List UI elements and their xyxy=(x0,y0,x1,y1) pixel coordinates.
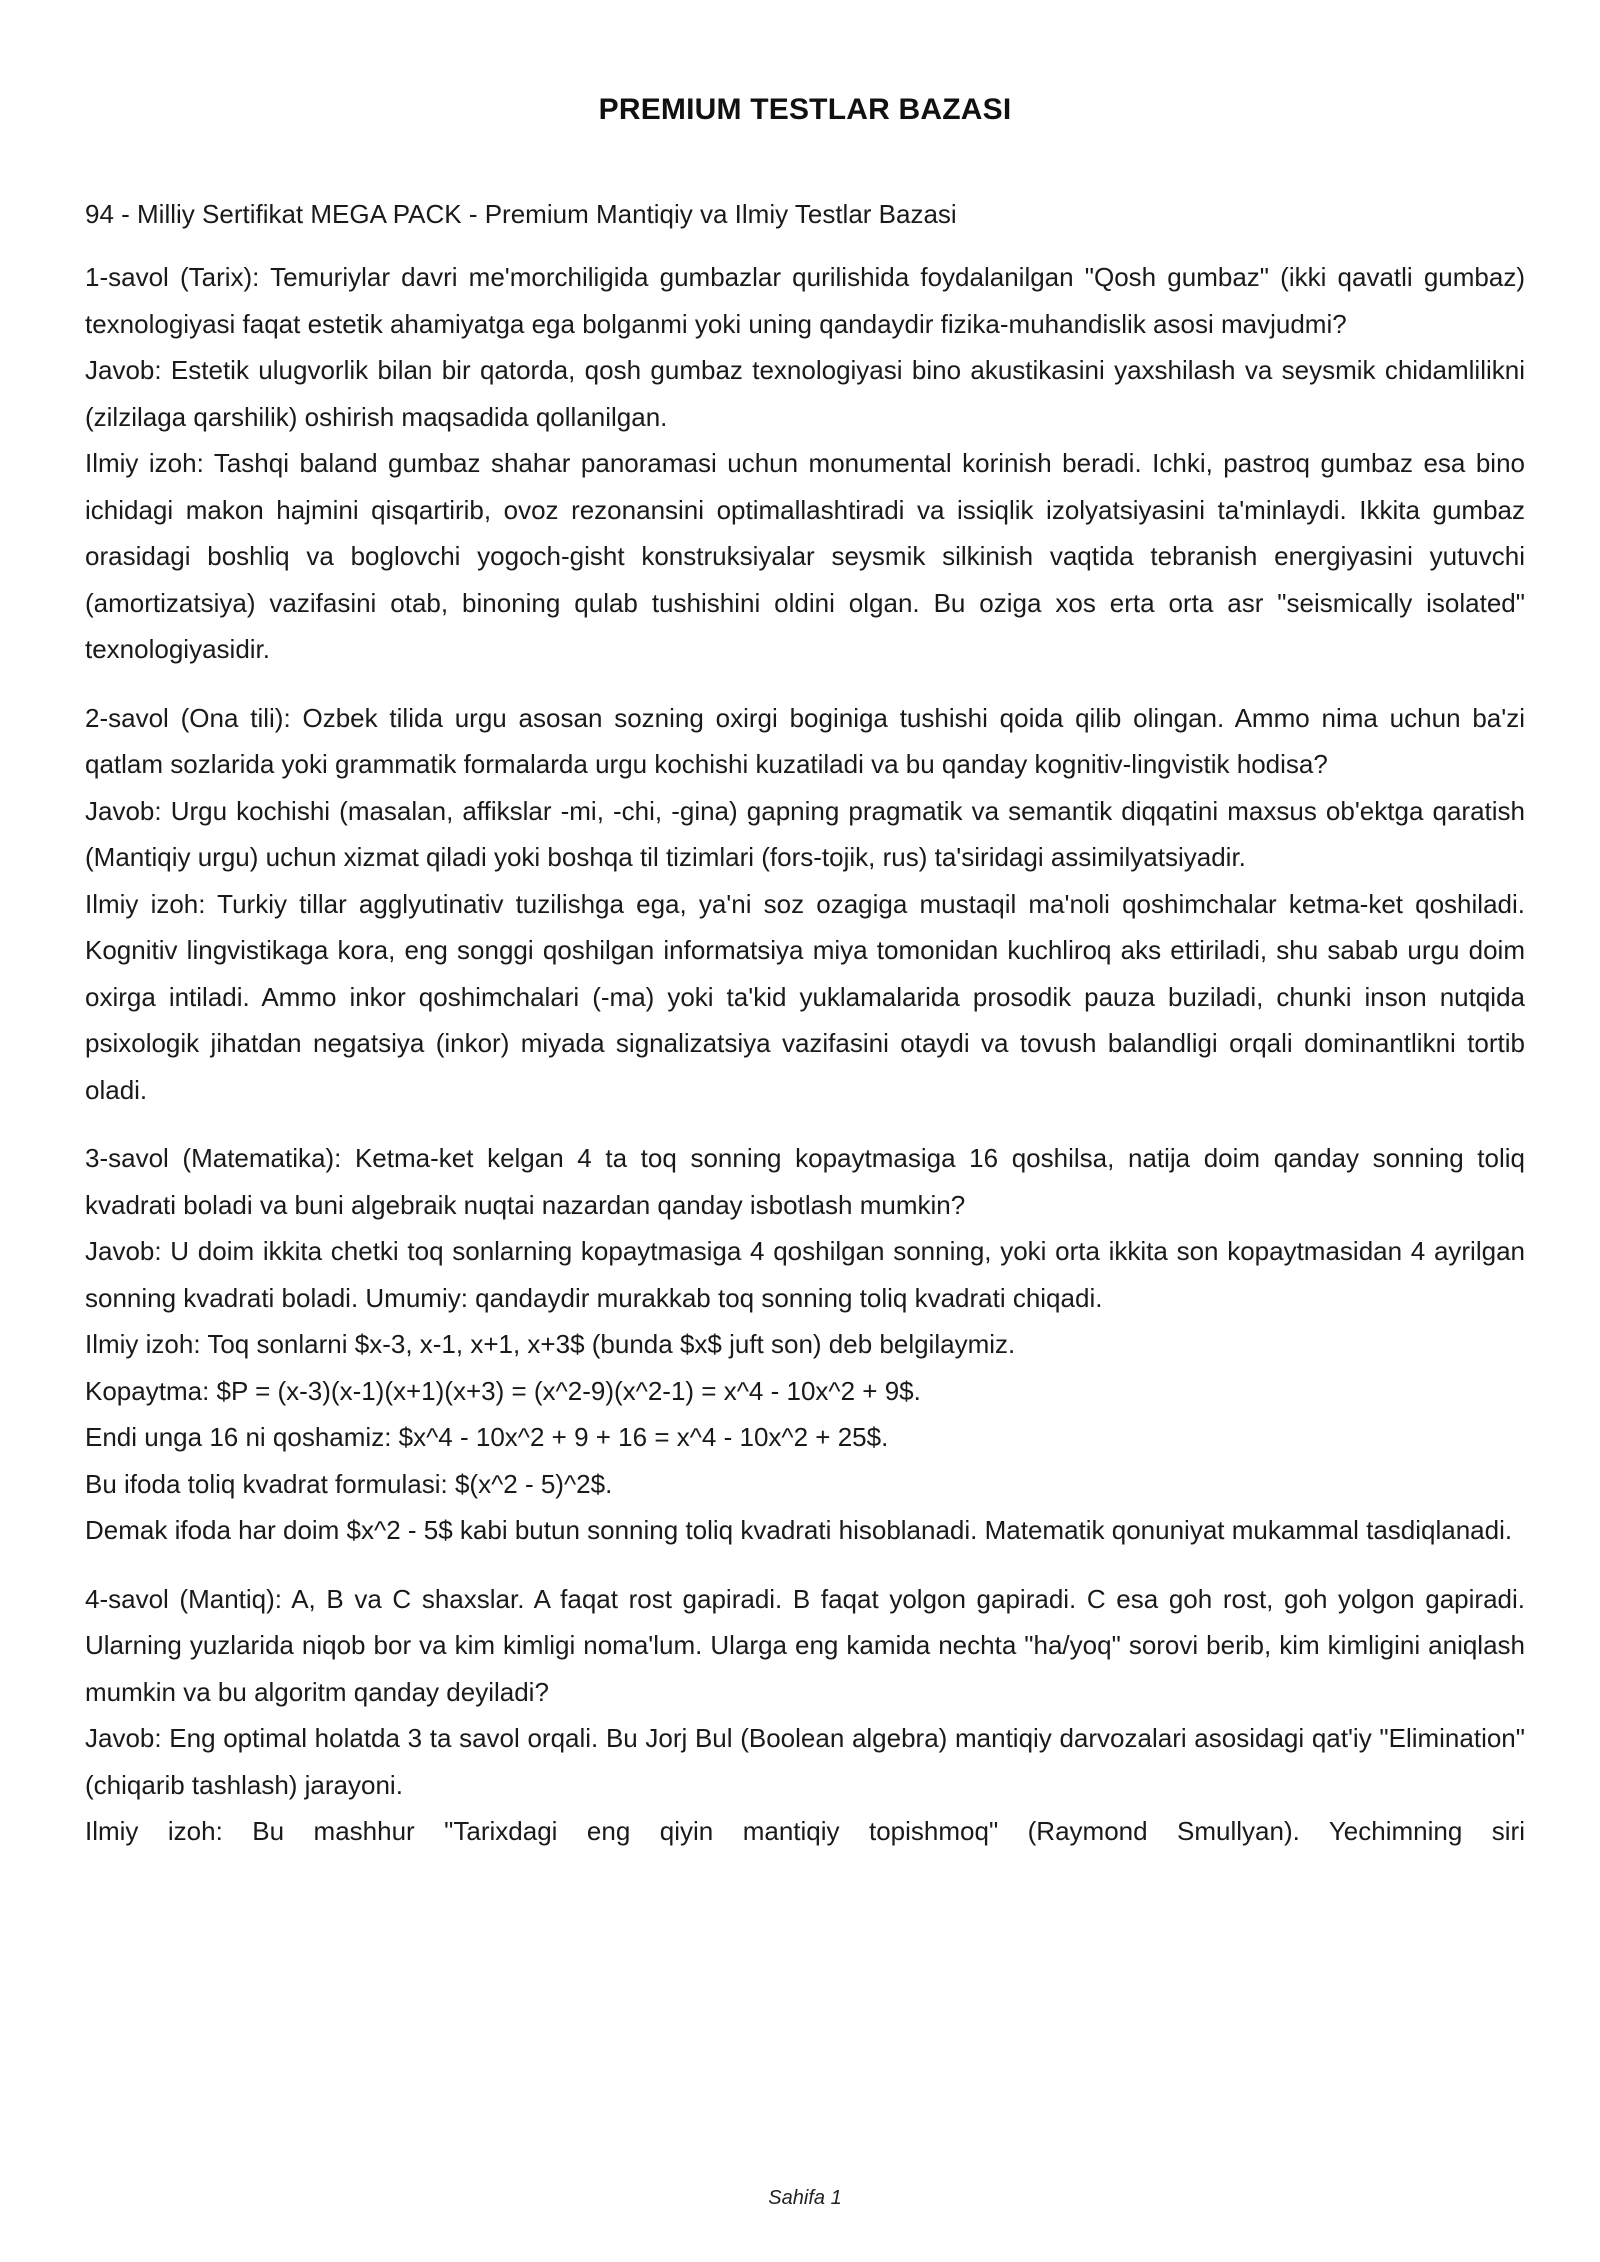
explanation-text: Ilmiy izoh: Bu mashhur "Tarixdagi eng qiyin mantiqiy topishmoq" (Raymond Smullyan). Yechimning siri xyxy=(85,1816,1525,1846)
formula-line: Bu ifoda toliq kvadrat formulasi: $(x^2 - 5)^2$. xyxy=(85,1468,613,1499)
document-subtitle: 94 - Milliy Sertifikat MEGA PACK - Premium Mantiqiy va Ilmiy Testlar Bazasi xyxy=(85,199,957,229)
question-text: 4-savol (Mantiq): A, B va C shaxslar. A faqat rost gapiradi. B faqat yolgon gapiradi. C esa goh rost, goh yolgon gapiradi. Ularning yuzlarida niqob bor va kim kimligi noma'lum. Ularga eng kamida nechta "ha/yoq" sorovi berib, kim kimligini aniqlash mumkin va bu algoritm qanday deyiladi? xyxy=(85,1583,1525,1707)
question-block-1 xyxy=(85,254,1525,673)
formula-line: Endi unga 16 ni qoshamiz: $x^4 - 10x^2 + 9 + 16 = x^4 - 10x^2 + 25$. xyxy=(85,1422,889,1452)
document-body xyxy=(85,254,1525,1855)
document-page xyxy=(85,0,1525,2262)
document-title: PREMIUM TESTLAR BAZASI xyxy=(598,93,1012,126)
explanation-line: Ilmiy izoh: Toq sonlarni $x-3, x-1, x+1, x+3$ (bunda $x$ juft son) deb belgilaymiz. xyxy=(85,1329,1016,1359)
block-spacer xyxy=(85,673,1525,695)
page-number: Sahifa 1 xyxy=(768,2187,842,2209)
answer-text: Javob: Urgu kochishi (masalan, affikslar -mi, -chi, -gina) gapning pragmatik va semantik diqqatini maxsus ob'ektga qaratish (Mantiqiy urgu) uchun xizmat qiladi yoki boshqa til tizimlari (fors-tojik, rus) ta'siridagi assimilyatsiyadir. xyxy=(85,795,1525,872)
answer-text: Javob: Estetik ulugvorlik bilan bir qatorda, qosh gumbaz texnologiyasi bino akustikasini yaxshilash va seysmik chidamlilikni (zilzilaga qarshilik) oshirish maqsadida qollanilgan. xyxy=(85,355,1525,432)
explanation-text: Ilmiy izoh: Tashqi baland gumbaz shahar panoramasi uchun monumental korinish beradi. Ichki, pastroq gumbaz esa bino ichidagi makon hajmini qisqartirib, ovoz rezonansini optimallashtiradi va issiqlik izolyatsiyasini ta'minlaydi. Ikkita gumbaz orasidagi boshliq va boglovchi yogoch-gisht konstruksiyalar seysmik silkinish vaqtida tebranish energiyasini yutuvchi (amortizatsiya) vazifasini otab, binoning qulab tushishini oldini olgan. Bu oziga xos erta orta asr "seismically isolated" texnologiyasidir. xyxy=(85,448,1525,664)
explanation-text: Ilmiy izoh: Turkiy tillar agglyutinativ tuzilishga ega, ya'ni soz ozagiga mustaqil ma'noli qoshimchalar ketma-ket qoshiladi. Kognitiv lingvistikaga kora, eng songgi qoshilgan informatsiya miya tomonidan kuchliroq aks ettiriladi, shu sabab urgu doim oxirga intiladi. Ammo inkor qoshimchalari (-ma) yoki ta'kid yuklamalarida prosodik pauza buziladi, chunki inson nutqida psixologik jihatdan negatsiya (inkor) miyada signalizatsiya vazifasini otaydi va tovush balandligi orqali dominantlikni tortib oladi. xyxy=(85,888,1525,1105)
question-text: 2-savol (Ona tili): Ozbek tilida urgu asosan sozning oxirgi boginiga tushishi qoida qilib olingan. Ammo nima uchun ba'zi qatlam sozlarida yoki grammatik formalarda urgu kochishi kuzatiladi va bu qanday kognitiv-lingvistik hodisa? xyxy=(85,702,1525,779)
question-text: 1-savol (Tarix): Temuriylar davri me'morchiligida gumbazlar qurilishida foydalanilgan "Qosh gumbaz" (ikki qavatli gumbaz) texnologiyasi faqat estetik ahamiyatga ega bolganmi yoki uning qandaydir fizika-muhandislik asosi mavjudmi? xyxy=(85,262,1525,339)
answer-text: Javob: U doim ikkita chetki toq sonlarning kopaytmasiga 4 qoshilgan sonning, yoki orta ikkita son kopaytmasidan 4 ayrilgan sonning kvadrati boladi. Umumiy: qandaydir murakkab toq sonning toliq kvadrati chiqadi. xyxy=(85,1236,1525,1313)
formula-line: Kopaytma: $P = (x-3)(x-1)(x+1)(x+3) = (x^2-9)(x^2-1) = x^4 - 10x^2 + 9$. xyxy=(85,1375,921,1406)
question-text: 3-savol (Matematika): Ketma-ket kelgan 4 ta toq sonning kopaytmasiga 16 qoshilsa, natija doim qanday sonning toliq kvadrati boladi va buni algebraik nuqtai nazardan qanday isbotlash mumkin? xyxy=(85,1143,1525,1220)
question-block-3 xyxy=(85,1135,1525,1554)
question-block-2 xyxy=(85,695,1525,1114)
answer-text: Javob: Eng optimal holatda 3 ta savol orqali. Bu Jorj Bul (Boolean algebra) mantiqiy darvozalari asosidagi qat'iy "Elimination" (chiqarib tashlash) jarayoni. xyxy=(85,1723,1525,1800)
conclusion-line: Demak ifoda har doim $x^2 - 5$ kabi butun sonning toliq kvadrati hisoblanadi. Matematik qonuniyat mukammal tasdiqlanadi. xyxy=(85,1515,1513,1545)
question-block-4 xyxy=(85,1576,1525,1855)
block-spacer xyxy=(85,1113,1525,1135)
block-spacer xyxy=(85,1554,1525,1576)
